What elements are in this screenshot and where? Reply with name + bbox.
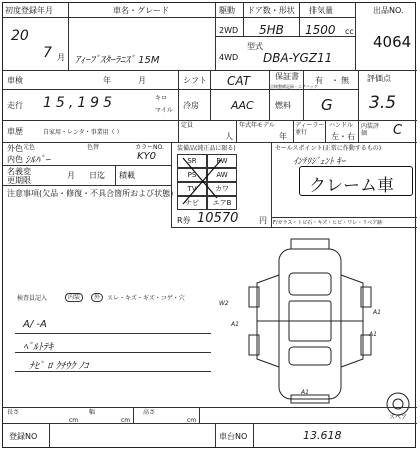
exterior-value: ｼﾙﾊﾞｰ xyxy=(25,155,50,166)
damage-mark-4: A1 xyxy=(369,331,377,338)
inspector-tag-damage: スレ・キズ・ギズ・コゲ・穴 xyxy=(107,295,185,302)
name-change-day: 日迄 xyxy=(89,171,105,180)
glass-note: F/ガラス・トビ石・キズ・ヒビ・ワレ・リペア跡 xyxy=(273,220,383,226)
divider xyxy=(3,185,171,186)
sales-point-text: ｲﾝﾃﾘｼﾞｪﾝﾄ ｷｰ xyxy=(293,157,346,167)
inspector-line-2: ﾍﾞﾙﾄﾃｷ xyxy=(23,342,53,353)
shaken-year-unit: 年 xyxy=(103,76,111,85)
name-grade-value: ｱｨｰﾌﾞｽﾀｰﾗﾆｽﾞ 15M xyxy=(75,55,160,66)
divider xyxy=(299,3,300,36)
ac-value: AAC xyxy=(231,99,254,112)
damage-mark-2: A1 xyxy=(231,321,239,328)
divider xyxy=(15,333,211,334)
exterior-original: 元色 xyxy=(23,144,36,151)
divider xyxy=(171,142,172,227)
interior-value: C xyxy=(393,123,403,138)
auction-sheet: 初度登録年月 20 7 月 車名・グレード ｱｨｰﾌﾞｽﾀｰﾗﾆｽﾞ 15M 駆動 ドア数・形状 排気量 出品NO. 4064 2WD 4WD 5HB 1500 cc 型式 DBA-YGZ11 車検 年 月 シフト CAT 保証書 点検整備記録・エアバッグ 有 ・ 無 評価点 3.5 走行 15,195 キロ マイル 冷房 AAC 燃料 G 車歴 自家用・レンタ・事業用（ ） 定員 人 年式年モデル 年 ディーラー並行 ハンドル 左・右 内装評価 C 外色 元色 ｼﾙﾊﾞｰ 色替 カラーNO. KY0 内色 名義変更期限 月 日迄 積載 注意事項(欠品・修復・不具合箇所および状態) 装備品(純正品に限る) SR PW PS AW TV カワ ナビ エアB R券 10570 円 セールスポイント(正常に作動するもの) ｲﾝﾃﾘｼﾞｪﾝﾄ ｷｰ クレーム車 F/ガラス・トビ石・キズ・ヒビ・ワレ・リペア跡 検査員記入 内装 外 スレ・キズ・ギズ・コゲ・穴 A/ -A ﾍﾞﾙﾄﾃｷ ﾅﾋﾞ ﾛ ｸﾁｳｸ ﾉｺ W2 A1 A1 A1 A1 スペア 長さ cm 幅 cm 高さ cm 登録NO 車台NO 13.618 xyxy=(2,2,416,448)
lot-label: 出品NO. xyxy=(373,6,404,15)
person-unit: 人 xyxy=(225,132,233,141)
exterior-label: 外色 xyxy=(7,144,23,153)
divider xyxy=(3,165,171,166)
model-label: 型式 xyxy=(247,42,263,51)
height-label: 高さ xyxy=(143,409,156,416)
color-change-label: 色替 xyxy=(87,144,100,151)
month-unit: 月 xyxy=(57,53,65,62)
history-options: 自家用・レンタ・事業用（ ） xyxy=(43,129,123,136)
divider xyxy=(253,423,254,447)
equipment-strike-mark xyxy=(177,154,269,210)
displacement-value: 1500 xyxy=(305,23,336,37)
divider xyxy=(3,17,355,18)
km-unit: キロ xyxy=(155,95,168,102)
equipment-item: ナビ xyxy=(177,196,207,210)
recycle-label: R券 xyxy=(177,216,191,225)
divider xyxy=(271,217,417,218)
length-unit: cm xyxy=(69,417,79,424)
height-unit: cm xyxy=(187,417,197,424)
color-no-value: KY0 xyxy=(137,151,157,162)
divider xyxy=(49,423,50,447)
shaken-month-unit: 月 xyxy=(138,76,146,85)
inspector-line-1: A/ -A xyxy=(23,319,47,330)
divider xyxy=(243,3,244,36)
equipment-item: エアB xyxy=(207,196,237,210)
divider xyxy=(358,70,359,142)
history-label: 車歴 xyxy=(7,127,23,136)
inspector-line-3: ﾅﾋﾞ ﾛ ｸﾁｳｸ ﾉｺ xyxy=(29,361,89,372)
loading-label: 積載 xyxy=(119,171,135,180)
recycle-unit: 円 xyxy=(259,216,267,225)
chassis-no-value: 13.618 xyxy=(303,429,342,442)
equipment-item: カワ xyxy=(207,182,237,196)
divider xyxy=(178,70,179,120)
length-label: 長さ xyxy=(7,409,20,416)
first-reg-month: 7 xyxy=(43,45,52,61)
ac-label: 冷房 xyxy=(183,101,199,110)
recycle-value: 10570 xyxy=(197,211,239,226)
divider xyxy=(3,120,358,121)
dealer-label: ディーラー並行 xyxy=(295,122,325,136)
divider xyxy=(178,120,179,142)
divider xyxy=(199,407,200,423)
equipment-item: AW xyxy=(207,168,237,182)
first-reg-year: 20 xyxy=(11,28,29,44)
spare-label: スペア xyxy=(389,414,408,421)
divider xyxy=(171,227,417,228)
model-value: DBA-YGZ11 xyxy=(263,51,333,65)
cc-unit: cc xyxy=(345,27,354,36)
mileage-label: 走行 xyxy=(7,101,23,110)
chassis-no-label: 車台NO xyxy=(219,432,248,441)
mile-unit: マイル xyxy=(155,107,173,114)
color-no-label: カラーNO. xyxy=(135,144,164,151)
divider xyxy=(133,407,134,423)
damage-mark-3: A1 xyxy=(373,309,381,316)
first-reg-label: 初度登録年月 xyxy=(5,6,53,15)
rating-value: 3.5 xyxy=(369,93,397,113)
inspector-label: 検査員記入 xyxy=(17,295,48,302)
warranty-label: 保証書 xyxy=(275,72,299,81)
doors-value: 5HB xyxy=(259,23,284,37)
equipment-item: PW xyxy=(207,154,237,168)
warranty-no: 無 xyxy=(341,76,349,85)
name-grade-label: 車名・グレード xyxy=(113,6,169,15)
divider xyxy=(3,89,358,90)
warranty-sub: 点検整備記録・エアバッグ xyxy=(270,84,318,89)
divider xyxy=(293,120,294,142)
divider xyxy=(115,165,116,185)
width-label: 幅 xyxy=(89,409,96,416)
equipment-item: TV xyxy=(177,182,207,196)
divider xyxy=(355,3,356,70)
name-change-label: 名義変更期限 xyxy=(7,167,31,185)
handle-value: 左・右 xyxy=(331,132,355,141)
drive-label: 駆動 xyxy=(219,6,235,15)
rating-label: 評価点 xyxy=(367,74,391,83)
reg-no-label: 登録NO xyxy=(9,432,38,441)
warranty-yes: 有 xyxy=(315,76,323,85)
notes-label: 注意事項(欠品・修復・不具合箇所および状態) xyxy=(7,189,174,198)
divider xyxy=(325,120,326,142)
equipment-item: PS xyxy=(177,168,207,182)
drive-4wd: 4WD xyxy=(219,53,239,62)
equipment-title: 装備品(純正品に限る) xyxy=(177,145,236,152)
divider xyxy=(68,3,69,70)
displacement-label: 排気量 xyxy=(309,6,333,15)
shift-label: シフト xyxy=(183,76,207,85)
divider xyxy=(215,423,216,447)
damage-mark-1: W2 xyxy=(219,300,229,307)
capacity-label: 定員 xyxy=(181,122,194,129)
interior-color-label: 内色 xyxy=(7,155,23,164)
handle-label: ハンドル xyxy=(329,122,354,129)
width-unit: cm xyxy=(121,417,131,424)
fuel-label: 燃料 xyxy=(275,101,291,110)
name-change-month: 月 xyxy=(67,171,75,180)
model-year-unit: 年 xyxy=(279,132,287,141)
equipment-item: SR xyxy=(177,154,207,168)
mileage-value: 15,195 xyxy=(43,95,116,111)
divider xyxy=(269,70,270,120)
divider xyxy=(3,423,417,424)
shift-value: CAT xyxy=(227,74,251,88)
divider xyxy=(271,142,272,227)
inspector-tag-exterior: 外 xyxy=(91,293,103,302)
divider xyxy=(210,70,211,120)
shaken-label: 車検 xyxy=(7,76,23,85)
divider xyxy=(358,120,417,121)
divider xyxy=(15,352,211,353)
model-year-label: 年式年モデル xyxy=(239,122,275,129)
divider xyxy=(3,407,417,408)
lot-number: 4064 xyxy=(373,33,412,51)
divider xyxy=(236,120,237,142)
damage-mark-5: A1 xyxy=(301,389,309,396)
fuel-value: G xyxy=(321,96,333,114)
divider xyxy=(215,36,355,37)
interior-label: 内装評価 xyxy=(361,123,380,137)
drive-2wd: 2WD xyxy=(219,26,239,35)
sales-point-title: セールスポイント(正常に作動するもの) xyxy=(275,145,382,152)
divider xyxy=(303,70,304,120)
divider xyxy=(15,371,211,372)
car-diagram xyxy=(235,235,385,405)
divider xyxy=(3,142,417,143)
doors-label: ドア数・形状 xyxy=(247,6,295,15)
claim-stamp: クレーム車 xyxy=(309,176,394,196)
inspector-tag-interior: 内装 xyxy=(65,293,83,302)
